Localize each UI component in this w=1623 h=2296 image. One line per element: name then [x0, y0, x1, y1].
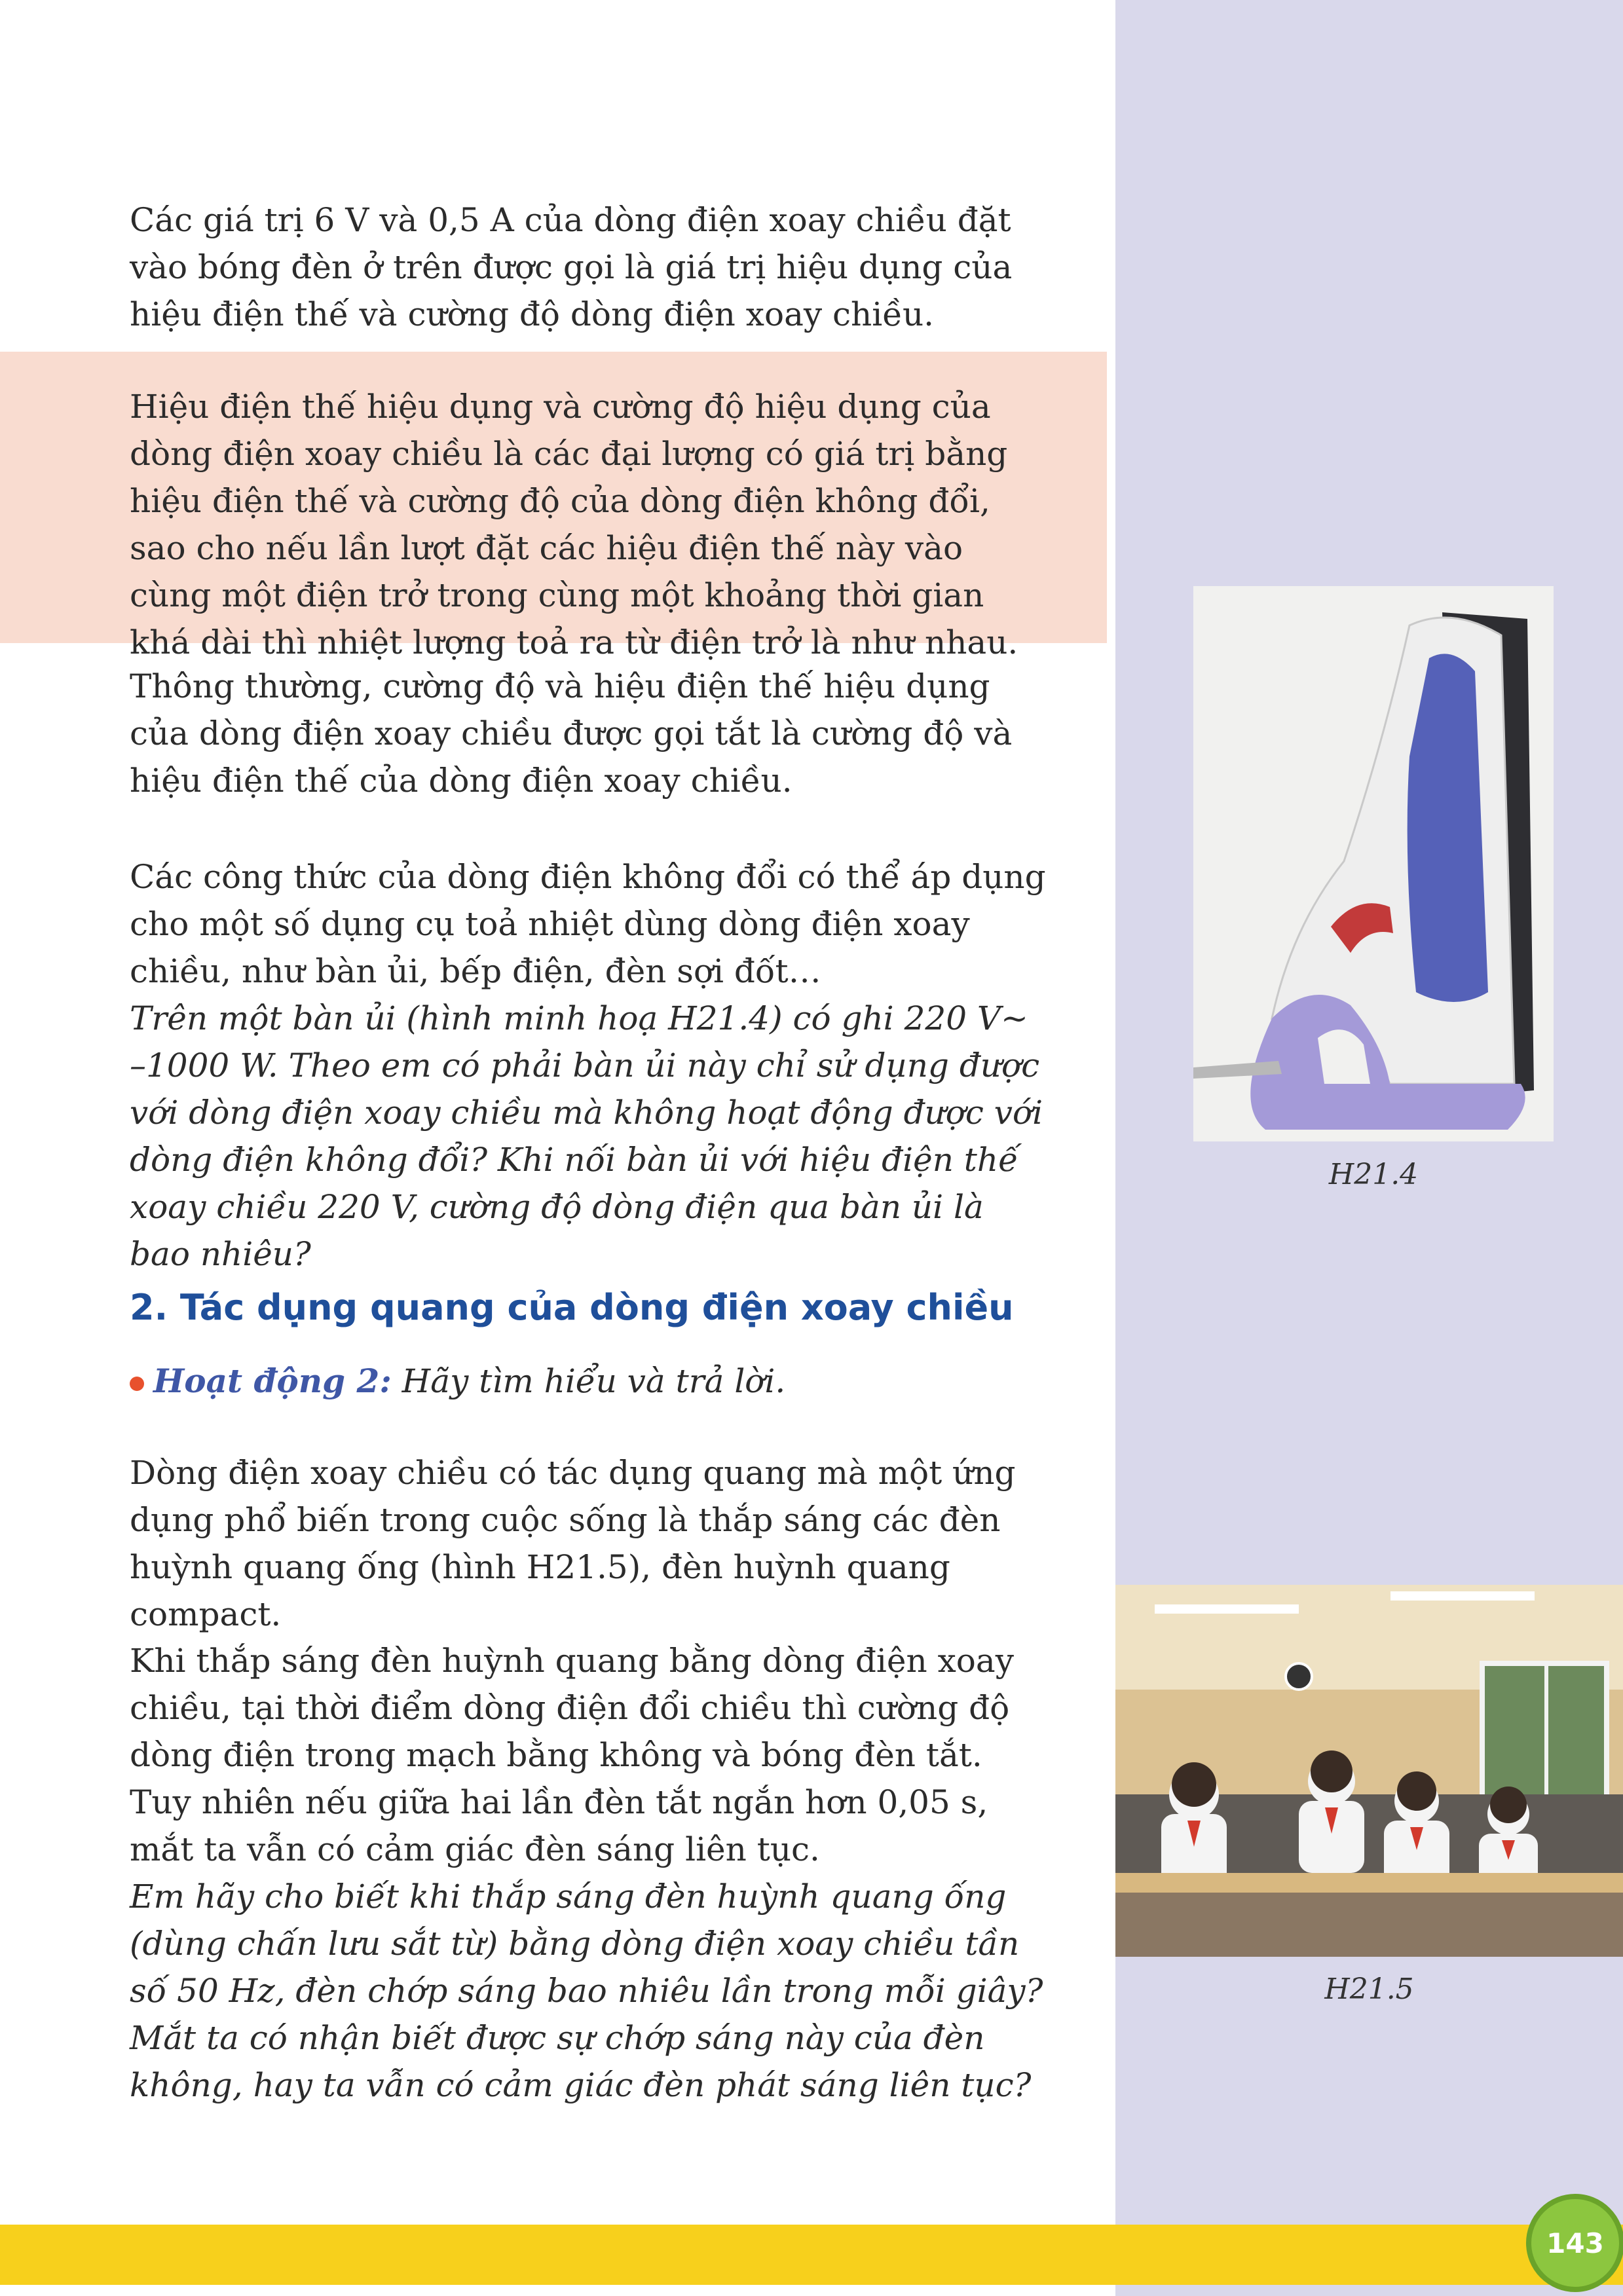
definition-text: Hiệu điện thế hiệu dụng và cường độ hiệu dụng của dòng điện xoay chiều là các đại lượng có giá trị bằng hiệu điện thế và cường độ của dòng điện không đổi, sao cho nếu lần lượt đặt các hiệu điện thế này vào cùng một điện trở trong cùng một khoảng thời gian khá dài thì nhiệt lượng toả ra từ điện trở là như nhau. — [130, 388, 1018, 661]
page-number: 143 — [1526, 2194, 1623, 2292]
paragraph-flicker: Khi thắp sáng đèn huỳnh quang bằng dòng điện xoay chiều, tại thời điểm dòng điện đổi chiều thì cường độ dòng điện trong mạch bằng không và bóng đèn tắt. Tuy nhiên nếu giữa hai lần đèn tắt ngắn hơn 0,05 s, mắt ta vẫn có cảm giác đèn sáng liên tục. — [130, 1642, 1014, 1868]
paragraph-effective-values: Các giá trị 6 V và 0,5 A của dòng điện xoay chiều đặt vào bóng đèn ở trên được gọi là giá trị hiệu dụng của hiệu điện thế và cường độ dòng điện xoay chiều. — [130, 201, 1013, 333]
iron-caption: H21.4 — [1328, 1158, 1419, 1191]
question-fluorescent: Em hãy cho biết khi thắp sáng đèn huỳnh quang ống (dùng chấn lưu sắt từ) bằng dòng điện xoay chiều tần số 50 Hz, đèn chớp sáng bao nhiêu lần trong mỗi giây? Mắt ta có nhận biết được sự chớp sáng này của đèn không, hay ta vẫn có cảm giác đèn phát sáng liên tục? — [130, 1878, 1043, 2104]
classroom-image — [1115, 1585, 1623, 1957]
activity-text: Hãy tìm hiểu và trả lời. — [391, 1362, 786, 1400]
activity-label: Hoạt động 2: — [153, 1361, 392, 1400]
section-heading: 2. Tác dụng quang của dòng điện xoay chiều — [130, 1287, 1014, 1328]
classroom-caption: H21.5 — [1324, 1972, 1414, 2006]
iron-image — [1193, 586, 1554, 1141]
question-iron: Trên một bàn ủi (hình minh hoạ H21.4) có ghi 220 V~ –1000 W. Theo em có phải bàn ủi này chỉ sử dụng được với dòng điện xoay chiều mà không hoạt động được với dòng điện không đổi? Khi nối bàn ủi với hiệu điện thế xoay chiều 220 V, cường độ dòng điện qua bàn ủi là bao nhiêu? — [130, 999, 1043, 1273]
bullet-dot-icon — [130, 1377, 144, 1391]
paragraph-light-effect: Dòng điện xoay chiều có tác dụng quang mà một ứng dụng phổ biến trong cuộc sống là thắp sáng các đèn huỳnh quang ống (hình H21.5), đèn huỳnh quang compact. — [130, 1454, 1016, 1633]
paragraph-shorthand: Thông thường, cường độ và hiệu điện thế hiệu dụng của dòng điện xoay chiều được gọi tắt là cường độ và hiệu điện thế của dòng điện xoay chiều. — [130, 667, 1013, 800]
paragraph-formulas: Các công thức của dòng điện không đổi có thể áp dụng cho một số dụng cụ toả nhiệt dùng dòng điện xoay chiều, như bàn ủi, bếp điện, đèn sợi đốt… — [130, 858, 1046, 990]
footer-bar — [0, 2225, 1623, 2285]
activity-line — [130, 1358, 785, 1405]
